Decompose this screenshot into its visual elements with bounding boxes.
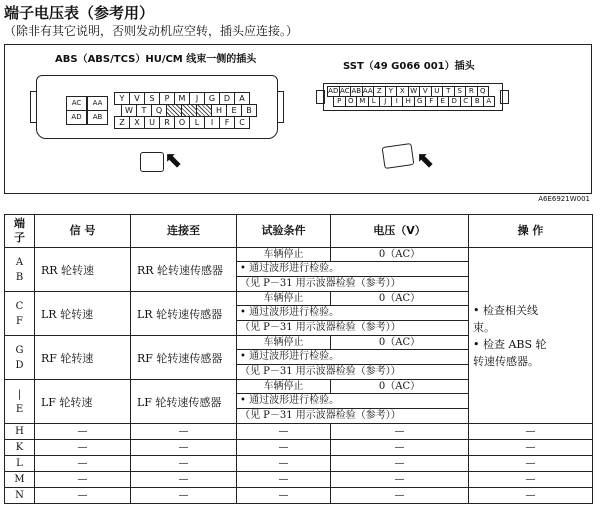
- sst-pin-e: E: [437, 96, 450, 107]
- abs-pin-p: P: [159, 92, 175, 105]
- table-row: [5, 488, 593, 504]
- abs-connector-label: ABS（ABS/TCS）HU/CM 线束一侧的插头: [55, 54, 257, 65]
- abs-pin-j: J: [189, 92, 205, 105]
- wave-ref-cell: （见 P－31 用示波器检验（参考））: [237, 409, 469, 424]
- header-operation: 操 作: [469, 215, 593, 248]
- signal-cell: LF 轮转速: [35, 380, 131, 424]
- abs-pin-y: Y: [114, 92, 130, 105]
- voltage-cell: 0（AC）: [331, 380, 469, 394]
- terminal-cell: N: [5, 488, 35, 504]
- abs-pin-ac: AC: [66, 96, 87, 111]
- signal-cell: RR 轮转速: [35, 248, 131, 292]
- dash-cell: —: [35, 488, 131, 504]
- abs-pin-aa: AA: [87, 96, 108, 111]
- dash-cell: —: [331, 456, 469, 472]
- dash-cell: —: [469, 424, 593, 440]
- abs-pin-d: D: [219, 92, 235, 105]
- dash-cell: —: [331, 424, 469, 440]
- condition-cell: 车辆停止: [237, 292, 331, 306]
- sst-pin-j: J: [379, 96, 392, 107]
- dash-cell: —: [35, 456, 131, 472]
- abs-pin-e: E: [226, 104, 242, 117]
- dash-cell: —: [469, 440, 593, 456]
- abs-pin-ad: AD: [66, 110, 87, 125]
- sst-pin-r: R: [465, 86, 478, 97]
- sst-pin-ab: AB: [351, 87, 362, 95]
- abs-pin-f: F: [219, 116, 235, 129]
- sst-pin-a: A: [483, 96, 496, 107]
- table-row: [5, 440, 593, 456]
- signal-cell: RF 轮转速: [35, 336, 131, 380]
- dash-cell: —: [237, 456, 331, 472]
- abs-pin-b: B: [241, 104, 257, 117]
- dash-cell: —: [35, 424, 131, 440]
- abs-pin-s: S: [144, 92, 160, 105]
- connect-cell: RR 轮转速传感器: [131, 248, 237, 292]
- wave-ref-cell: （见 P－31 用示波器检验（参考））: [237, 277, 469, 292]
- figure-code: A6E6921W001: [538, 195, 590, 203]
- abs-pin-row-3: [114, 116, 249, 129]
- terminal-cell: C F: [5, 292, 35, 336]
- connect-cell: RF 轮转速传感器: [131, 336, 237, 380]
- sst-pin-h: H: [402, 96, 415, 107]
- voltage-cell: 0（AC）: [331, 248, 469, 262]
- sst-pin-ad: AD: [328, 87, 339, 95]
- abs-pin-z: Z: [114, 116, 130, 129]
- abs-pin-t: T: [136, 104, 152, 117]
- sst-pin-o: O: [345, 96, 358, 107]
- header-voltage: 电压（V）: [331, 215, 469, 248]
- operation-cell: • 检查相关线 束。 • 检查 ABS 轮 转速传感器。: [469, 248, 593, 424]
- dash-cell: —: [131, 456, 237, 472]
- wave-ref-cell: （见 P－31 用示波器检验（参考））: [237, 321, 469, 336]
- sst-plug-illustration: [382, 143, 415, 169]
- sst-pin-p: P: [333, 96, 346, 107]
- dash-cell: —: [131, 440, 237, 456]
- abs-pin-r: R: [159, 116, 175, 129]
- sst-pin-l: L: [368, 96, 381, 107]
- abs-pin-i: I: [204, 116, 220, 129]
- wave-check-cell: • 通过波形进行检验。: [237, 394, 469, 409]
- dash-cell: —: [131, 488, 237, 504]
- dash-cell: —: [331, 472, 469, 488]
- abs-pin-q: Q: [151, 104, 167, 117]
- condition-cell: 车辆停止: [237, 380, 331, 394]
- sst-arrow-icon: ⬉: [416, 148, 435, 173]
- table-header-row: [5, 215, 593, 248]
- abs-pin-c: C: [234, 116, 250, 129]
- table-row: [5, 456, 593, 472]
- page-title: 端子电压表（参考用）: [4, 4, 155, 22]
- abs-side-pins: [66, 94, 112, 126]
- terminal-cell: K: [5, 440, 35, 456]
- terminal-cell: L: [5, 456, 35, 472]
- sst-connector-label: SST（49 G066 001）插头: [343, 61, 475, 72]
- header-term: 端 子: [5, 215, 35, 248]
- sst-pin-c: C: [460, 96, 473, 107]
- dash-cell: —: [237, 424, 331, 440]
- dash-cell: —: [469, 456, 593, 472]
- wave-check-cell: • 通过波形进行检验。: [237, 350, 469, 365]
- table-row: [5, 248, 593, 262]
- wave-check-cell: • 通过波形进行检验。: [237, 306, 469, 321]
- wave-check-cell: • 通过波形进行检验。: [237, 262, 469, 277]
- header-condition: 试验条件: [237, 215, 331, 248]
- sst-pin-y: Y: [385, 86, 398, 97]
- terminal-cell: M: [5, 472, 35, 488]
- sst-pin-w: W: [408, 86, 421, 97]
- signal-cell: LR 轮转速: [35, 292, 131, 336]
- abs-plug-illustration: [140, 152, 164, 172]
- table-row: [5, 472, 593, 488]
- dash-cell: —: [35, 472, 131, 488]
- wave-ref-cell: （见 P－31 用示波器检验（参考））: [237, 365, 469, 380]
- sst-pin-t: T: [442, 86, 455, 97]
- sst-pin-u: U: [431, 86, 444, 97]
- dash-cell: —: [237, 488, 331, 504]
- abs-pin-w: W: [121, 104, 137, 117]
- voltage-cell: 0（AC）: [331, 292, 469, 306]
- dash-cell: —: [237, 440, 331, 456]
- dash-cell: —: [131, 472, 237, 488]
- dash-cell: —: [469, 472, 593, 488]
- connect-cell: LF 轮转速传感器: [131, 380, 237, 424]
- abs-pin-x: X: [129, 116, 145, 129]
- dash-cell: —: [331, 488, 469, 504]
- abs-pin-m: M: [174, 92, 190, 105]
- terminal-cell: H: [5, 424, 35, 440]
- header-signal: 信 号: [35, 215, 131, 248]
- terminal-cell: G D: [5, 336, 35, 380]
- sst-pin-i: I: [391, 96, 404, 107]
- abs-pin-ab: AB: [87, 110, 108, 125]
- terminal-voltage-table: [4, 214, 593, 504]
- sst-pin-d: D: [448, 96, 461, 107]
- abs-pin-l: L: [189, 116, 205, 129]
- table-row: [5, 424, 593, 440]
- sst-pin-v: V: [419, 86, 432, 97]
- sst-pin-z: Z: [373, 86, 386, 97]
- terminal-cell: A B: [5, 248, 35, 292]
- dash-cell: —: [35, 440, 131, 456]
- abs-pin-h: H: [211, 104, 227, 117]
- sst-pin-s: S: [454, 86, 467, 97]
- sst-pin-b: B: [471, 96, 484, 107]
- condition-cell: 车辆停止: [237, 336, 331, 350]
- sst-pin-x: X: [396, 86, 409, 97]
- abs-pin-a: A: [234, 92, 250, 105]
- abs-pin-v: V: [129, 92, 145, 105]
- dash-cell: —: [331, 440, 469, 456]
- condition-cell: 车辆停止: [237, 248, 331, 262]
- header-connect: 连接至: [131, 215, 237, 248]
- sst-pin-m: M: [356, 96, 369, 107]
- sst-pin-ac: AC: [339, 87, 350, 95]
- terminal-cell: | E: [5, 380, 35, 424]
- page-subtitle: （除非有其它说明，否则发动机应空转，插头应连接。）: [4, 24, 299, 38]
- sst-pin-aa: AA: [362, 87, 373, 95]
- abs-pin-u: U: [144, 116, 160, 129]
- abs-arrow-icon: ⬉: [164, 148, 183, 173]
- connect-cell: LR 轮转速传感器: [131, 292, 237, 336]
- dash-cell: —: [237, 472, 331, 488]
- abs-pin-g: G: [204, 92, 220, 105]
- sst-pin-f: F: [425, 96, 438, 107]
- dash-cell: —: [131, 424, 237, 440]
- abs-pin-o: O: [174, 116, 190, 129]
- sst-pin-q: Q: [477, 86, 490, 97]
- sst-pin-row-2: [333, 96, 494, 107]
- sst-pin-g: G: [414, 96, 427, 107]
- dash-cell: —: [469, 488, 593, 504]
- voltage-cell: 0（AC）: [331, 336, 469, 350]
